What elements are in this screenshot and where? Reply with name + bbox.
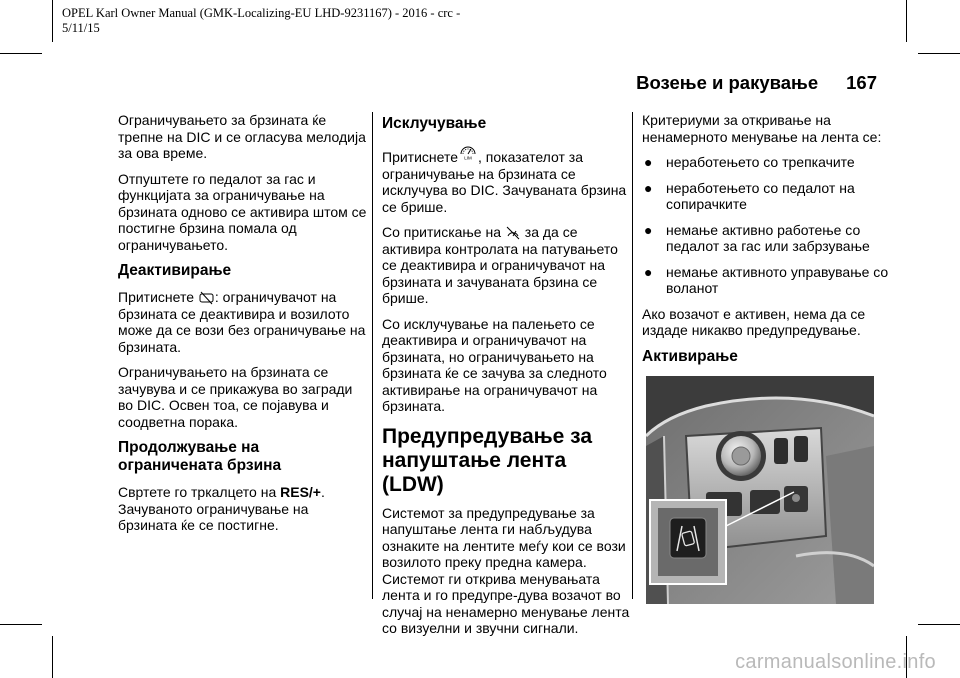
list-item — [642, 180, 892, 213]
speed-limiter-icon — [459, 142, 477, 160]
running-head — [636, 72, 877, 94]
heading-activate: Активирање — [642, 347, 738, 365]
watermark: carmanualsonline.info — [735, 651, 936, 673]
paragraph: Критериуми за откривање на ненамерното менување на лента се: — [642, 112, 882, 145]
cruise-control-icon — [506, 226, 520, 240]
list-item-text: немање активно работење со педалот за гас или забрзување — [666, 221, 870, 254]
heading-deactivate: Деактивирање — [118, 262, 232, 279]
text-run: : ограничувачот на брзината се деактивира и возилото може да се вози без ограничување на брзината. — [118, 289, 366, 355]
paragraph — [118, 484, 368, 534]
list-item-text: неработењето со педалот на сопирачките — [666, 179, 855, 212]
heading-resume: Продолжување на ограничената брзина — [118, 439, 282, 474]
text-run: . Зачуваното ограничување на брзината ќе се постигне. — [118, 484, 325, 533]
crop-mark — [52, 636, 53, 678]
res-control-label: RES/+ — [280, 484, 321, 500]
column-1 — [118, 112, 368, 543]
paragraph — [382, 142, 632, 215]
paragraph: Системот за предупредување за напуштање лента ги набљудува ознаките на лентите меѓу кои се вози возилото преку предна камера. Системот ги открива менувањата лента и го предупре-дува возачот во случај на ненамерно менување лента со визуелни и звучни сигнали. — [382, 504, 630, 636]
list-item-text: немање активното управување со воланот — [666, 263, 889, 296]
column-divider — [632, 112, 633, 599]
crop-mark — [0, 624, 42, 625]
svg-text:LIM: LIM — [464, 155, 472, 160]
bullet-mark: ● — [644, 263, 653, 280]
column-divider — [372, 112, 373, 599]
crop-mark — [52, 0, 53, 42]
paragraph: Ограничувањето на брзината се зачувува и се прикажува во загради во DIC. Освен тоа, се појавува и соодветна порака. — [118, 364, 353, 430]
dashboard-illustration — [646, 376, 874, 604]
text-run: Притиснете — [118, 289, 198, 305]
crop-mark — [0, 53, 42, 54]
crop-mark — [918, 53, 960, 54]
section-title: Возење и ракување — [636, 72, 819, 93]
column-3 — [642, 112, 892, 375]
print-metadata-line: OPEL Karl Owner Manual (GMK-Localizing-EU LHD-9231167) - 2016 - crc - — [62, 6, 461, 20]
paragraph: Ако возачот е активен, нема да се издаде никакво предупредување. — [642, 305, 866, 338]
paragraph — [382, 224, 632, 307]
dashboard-switch-photo — [646, 376, 874, 604]
speed-limiter-cancel-icon — [199, 291, 214, 305]
page-number: 167 — [846, 72, 877, 93]
print-metadata — [62, 6, 460, 36]
paragraph: Ограничувањето за брзината ќе трепне на DIC и се огласува мелодија за ова време. — [118, 112, 366, 161]
text-run: Свртете го тркалцето на — [118, 484, 281, 500]
paragraph: Со исклучување на палењето се деактивира и ограничувачот на брзината, но ограничувањето на брзината ќе се зачува за следното активирање на ограничувачот на брзината. — [382, 315, 607, 414]
heading-lane-departure-warning: Предупредување за напуштање лента (LDW) — [382, 424, 593, 496]
text-run: , показателот за ограничување на брзината се исклучува во DIC. Зачуваната брзина се брише. — [382, 149, 627, 215]
print-metadata-date: 5/11/15 — [62, 21, 100, 35]
bullet-mark: ● — [644, 179, 653, 196]
text-run: за да се активира контролата на патувањето се деактивира и ограничувачот на брзината и зачуваната брзина се брише. — [382, 224, 618, 306]
crop-mark — [906, 0, 907, 42]
paragraph — [118, 289, 368, 355]
paragraph: Отпуштете го педалот за гас и функцијата за ограничување на брзината одново се активира штом се постигне брзина помала од ограничувањето. — [118, 170, 367, 253]
list-item — [642, 154, 892, 171]
list-item — [642, 264, 892, 297]
list-item-text: неработењето со трепкачите — [666, 154, 855, 170]
bullet-mark: ● — [644, 154, 653, 170]
text-run: Притиснете — [382, 149, 458, 165]
list-item — [642, 222, 892, 255]
crop-mark — [918, 624, 960, 625]
heading-switch-off: Исклучување — [382, 115, 487, 132]
column-2 — [382, 112, 632, 646]
text-run: Со притискање на — [382, 224, 505, 240]
bullet-mark: ● — [644, 221, 653, 238]
